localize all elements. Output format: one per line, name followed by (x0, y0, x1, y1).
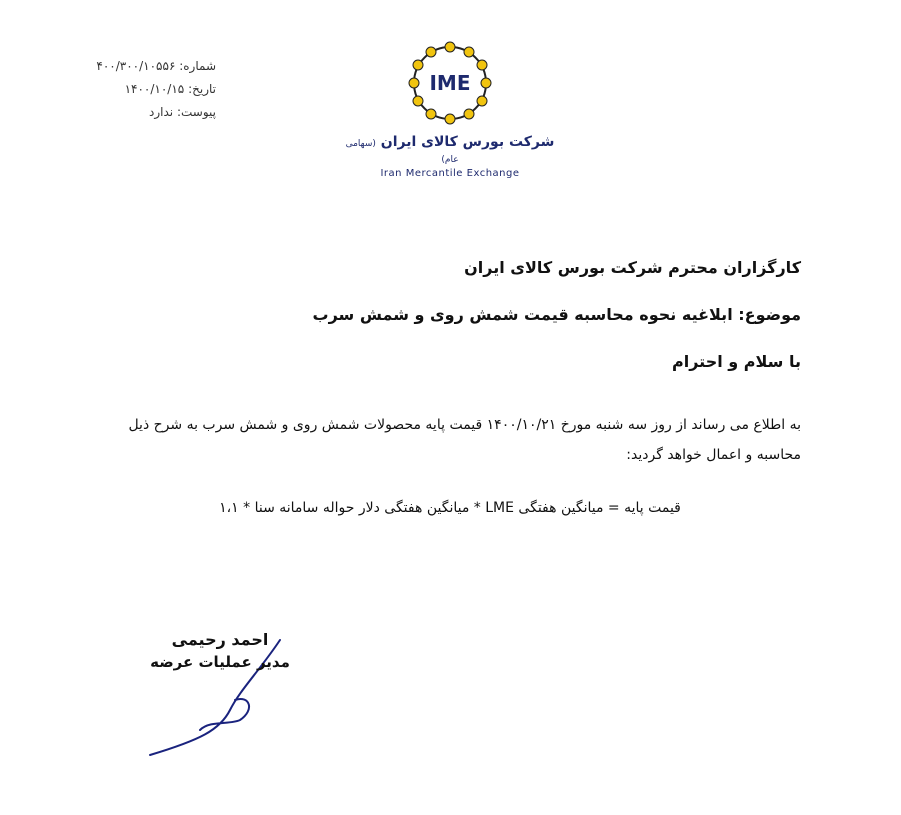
letter-number (96, 55, 216, 78)
signatory-name: احمد رحیمی (171, 630, 269, 649)
logo-mark: IME (429, 71, 471, 95)
ime-logo-icon (405, 38, 495, 128)
body-paragraph: به اطلاع می رساند از روز سه شنبه مورخ ۱۴۰۰/۱۰/۲۱ قیمت پایه محصولات شمش روی و شمش سرب به شرح ذیل محاسبه و اعمال خواهد گردید: (128, 417, 801, 463)
company-logo (340, 38, 560, 178)
subject: موضوع: ابلاغیه نحوه محاسبه قیمت شمش روی و شمش سرب (312, 305, 801, 324)
letter-date-value: ۱۴۰۰/۱۰/۱۵ (124, 82, 185, 96)
greeting: با سلام و احترام (672, 352, 801, 371)
letter-attachment-value: ندارد (149, 105, 174, 119)
company-suffix: (سهامی عام) (345, 139, 459, 165)
company-name: شرکت بورس کالای ایران (380, 134, 555, 150)
pricing-formula: قیمت پایه = میانگین هفتگی LME * میانگین هفتگی دلار حواله سامانه سنا * ۱،۱ (219, 500, 681, 516)
letter-number-value: ۴۰۰/۳۰۰/۱۰۵۵۶ (96, 59, 176, 73)
signatory-title: مدیر عملیات عرضه (150, 653, 290, 671)
company-name-fa (340, 134, 560, 166)
letter-attachment-label: پیوست: (176, 105, 216, 119)
letter-date (96, 78, 216, 101)
letter-attachment (96, 101, 216, 124)
company-name-en: Iran Mercantile Exchange (380, 168, 520, 179)
addressee: کارگزاران محترم شرکت بورس کالای ایران (464, 258, 801, 277)
signature-block (140, 630, 300, 671)
letter-date-label: تاریخ: (188, 82, 216, 96)
letter-number-label: شماره: (179, 59, 216, 73)
letter-meta (96, 55, 216, 124)
